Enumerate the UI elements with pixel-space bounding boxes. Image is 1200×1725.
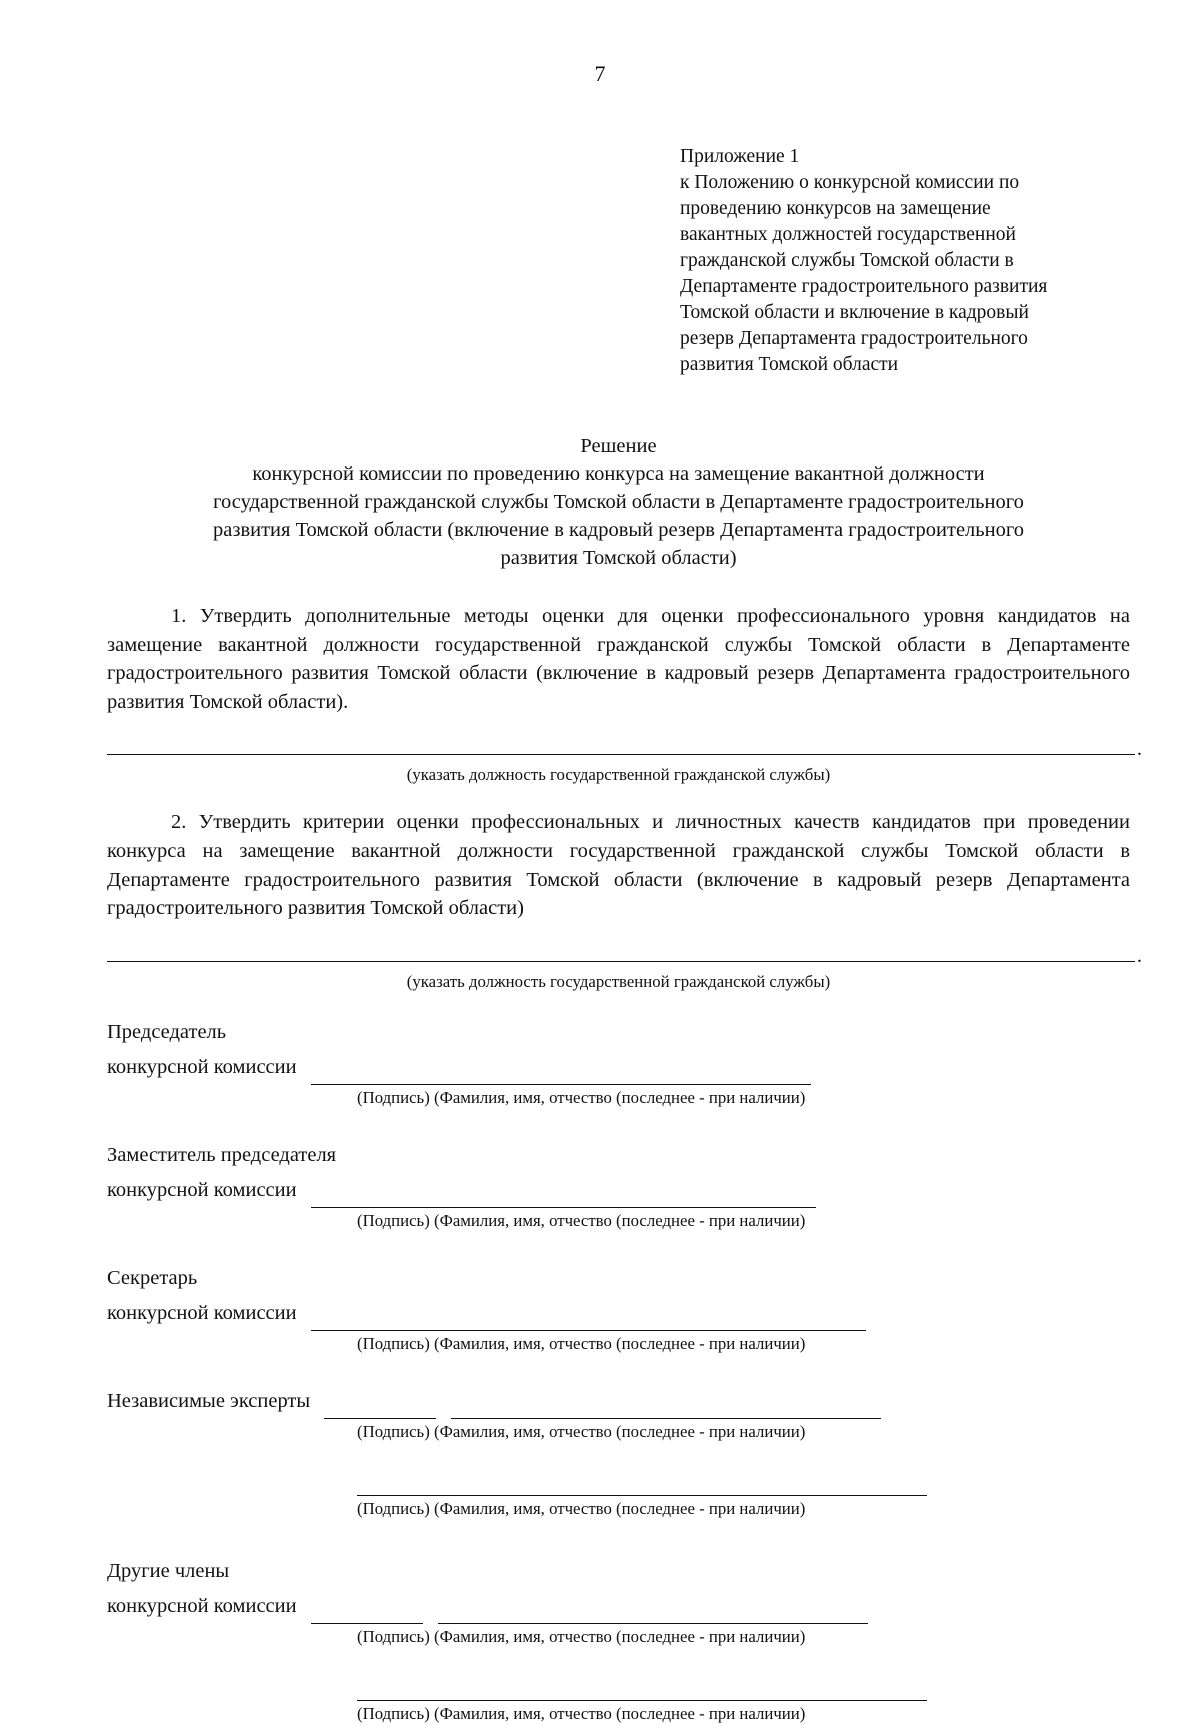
signature-blank-line-short (311, 1597, 423, 1624)
signature-row-deputy-chairman (107, 1138, 1130, 1232)
signature-row-independent-experts (107, 1384, 1130, 1520)
signature-blank-line (438, 1597, 868, 1624)
signature-blank-line (357, 1469, 927, 1496)
appendix-block (680, 144, 1138, 378)
blank-line-caption: (указать должность государственной гражданской службы) (406, 971, 831, 991)
appendix-line: Департаменте градостроительного развития (680, 276, 1048, 297)
blank-position-line-1 (107, 736, 1142, 761)
appendix-line: вакантных должностей государственной (680, 224, 1016, 245)
signature-blank-line (311, 1058, 811, 1085)
blank-line-rule (107, 943, 1135, 962)
appendix-line: к Положению о конкурсной комиссии по (680, 172, 1020, 193)
signature-label: конкурсной комиссии (107, 1301, 297, 1324)
appendix-line: проведению конкурсов на замещение (680, 198, 991, 219)
heading-line: развития Томской области) (500, 547, 737, 569)
signature-caption: (Подпись) (Фамилия, имя, отчество (последнее - при наличии) (357, 1703, 806, 1723)
appendix-line: гражданской службы Томской области в (680, 250, 1014, 271)
appendix-line: Томской области и включение в кадровый (680, 302, 1029, 323)
signature-caption: (Подпись) (Фамилия, имя, отчество (последнее - при наличии) (357, 1421, 806, 1441)
blank-line-rule (107, 736, 1135, 755)
heading-line: государственной гражданской службы Томской области в Департаменте градостроительного (213, 491, 1024, 513)
signature-blank-line (311, 1181, 816, 1208)
signature-row-secretary (107, 1261, 1130, 1355)
appendix-line: развития Томской области (680, 354, 899, 375)
signature-label: конкурсной комиссии (107, 1594, 297, 1617)
signature-blank-line (357, 1674, 927, 1701)
signature-line-row (357, 1674, 1130, 1701)
appendix-line: резерв Департамента градостроительного (680, 328, 1028, 349)
signature-caption: (Подпись) (Фамилия, имя, отчество (последнее - при наличии) (357, 1210, 806, 1230)
heading-line: развития Томской области (включение в кадровый резерв Департамента градостроительного (213, 519, 1024, 541)
paragraph-1: 1. Утвердить дополнительные методы оценки для оценки профессионального уровня кандидатов на замещение вакантной должности государственной гражданской службы Томской области в Департаменте градостроительного развития Томской области (включение в кадровый резерв Департамента градостроительного развития Томской области). (107, 605, 1130, 713)
signature-caption: (Подпись) (Фамилия, имя, отчество (последнее - при наличии) (357, 1498, 806, 1518)
signature-line-row (107, 1050, 1130, 1085)
heading-line: конкурсной комиссии по проведению конкурса на замещение вакантной должности (252, 463, 985, 485)
signature-label: Другие члены (107, 1559, 230, 1582)
signature-line-row (357, 1469, 1130, 1496)
signature-label: Заместитель председателя (107, 1143, 337, 1166)
signature-line-row (107, 1589, 1130, 1624)
decision-heading (107, 432, 1130, 572)
signature-label: Председатель (107, 1020, 227, 1043)
signature-blank-line (451, 1392, 881, 1419)
heading-title: Решение (580, 435, 657, 457)
signature-row-chairman (107, 1015, 1130, 1109)
paragraph-2: 2. Утвердить критерии оценки профессиональных и личностных качеств кандидатов при проведении конкурса на замещение вакантной должности государственной гражданской службы Томской области в Департаменте градостроительного развития Томской области (включение в кадровый резерв Департамента градостроительного развития Томской области) (107, 811, 1130, 920)
signature-blank-line-short (324, 1392, 436, 1419)
signature-label: конкурсной комиссии (107, 1178, 297, 1201)
signature-caption: (Подпись) (Фамилия, имя, отчество (последнее - при наличии) (357, 1626, 806, 1646)
blank-position-line-2 (107, 943, 1142, 968)
signature-label: Секретарь (107, 1266, 198, 1289)
signature-blank-line (311, 1304, 866, 1331)
signature-caption: (Подпись) (Фамилия, имя, отчество (последнее - при наличии) (357, 1333, 806, 1353)
signature-caption: (Подпись) (Фамилия, имя, отчество (последнее - при наличии) (357, 1087, 806, 1107)
signature-row-other-members (107, 1554, 1130, 1725)
appendix-line: Приложение 1 (680, 146, 800, 167)
signature-label: Независимые эксперты (107, 1389, 311, 1412)
page-number: 7 (594, 61, 606, 86)
trailing-period: . (1136, 738, 1142, 761)
blank-line-caption: (указать должность государственной гражданской службы) (406, 765, 831, 785)
signature-line-row (107, 1296, 1130, 1331)
trailing-period: . (1136, 944, 1142, 967)
signature-line-row (107, 1384, 1130, 1419)
signature-label: конкурсной комиссии (107, 1055, 297, 1078)
signature-line-row (107, 1173, 1130, 1208)
